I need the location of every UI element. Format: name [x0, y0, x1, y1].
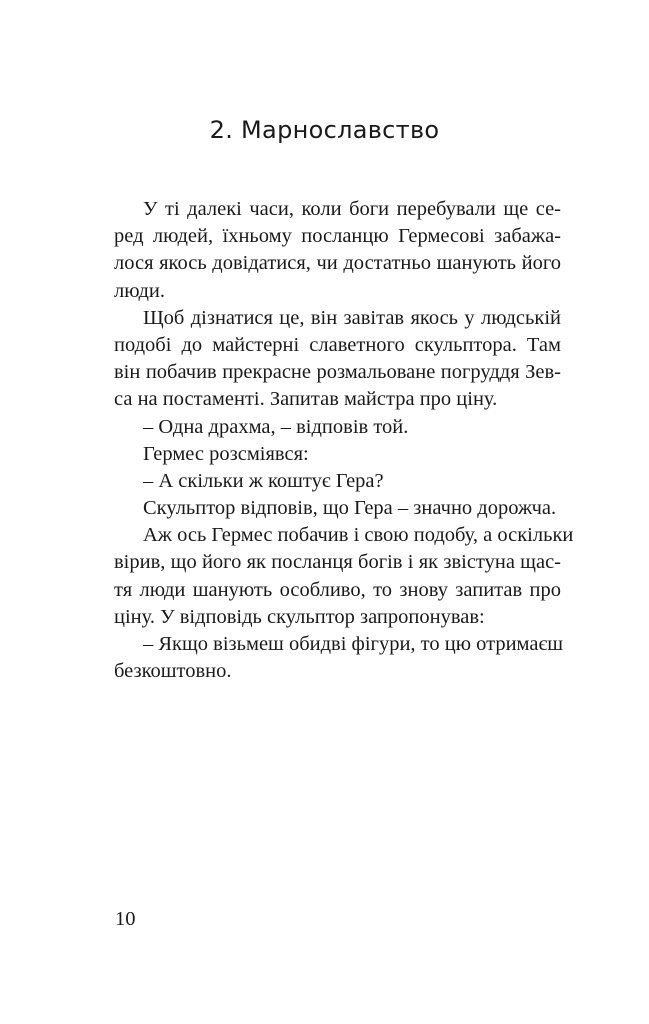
- chapter-body: [114, 196, 574, 685]
- text-line: лося якось довідатися, чи достатньо шанують його: [114, 252, 561, 275]
- page-number: 10: [115, 908, 136, 930]
- text-line: люди.: [114, 279, 166, 302]
- text-line: тя люди шанують особливо, то знову запитав про: [114, 578, 561, 601]
- text-line: ціну. У відповідь скульптор запропонував:: [114, 605, 485, 628]
- text-line: він побачив прекрасне розмальоване погруддя Зев-: [114, 361, 561, 384]
- text-line: Щоб дізнатися це, він завітав якось у людській: [143, 306, 561, 329]
- text-line: безкоштовно.: [114, 660, 232, 683]
- text-line: вірив, що його як посланця богів і як звістуна щас-: [114, 551, 561, 574]
- text-line: Гермес розсміявся:: [143, 442, 309, 465]
- text-line: – Якщо візьмеш обидві фігури, то цю отримаєш: [143, 633, 564, 655]
- text-line: – Одна драхма, – відповів той.: [143, 415, 409, 438]
- text-line: подобі до майстерні славетного скульптора. Там: [114, 333, 561, 356]
- text-line: – А скільки ж коштує Гера?: [143, 469, 384, 492]
- text-line: ред людей, їхньому посланцю Гермесові забажа-: [114, 225, 561, 248]
- text-line: У ті далекі часи, коли боги перебували ще се-: [143, 198, 561, 220]
- chapter-title: 2. Марнославство: [209, 116, 440, 144]
- text-line: Аж ось Гермес побачив і свою подобу, а оскільки: [143, 524, 574, 547]
- text-line: Скульптор відповів, що Гера – значно дорожча.: [143, 497, 557, 520]
- text-line: са на постаменті. Запитав майстра про ціну.: [114, 388, 498, 411]
